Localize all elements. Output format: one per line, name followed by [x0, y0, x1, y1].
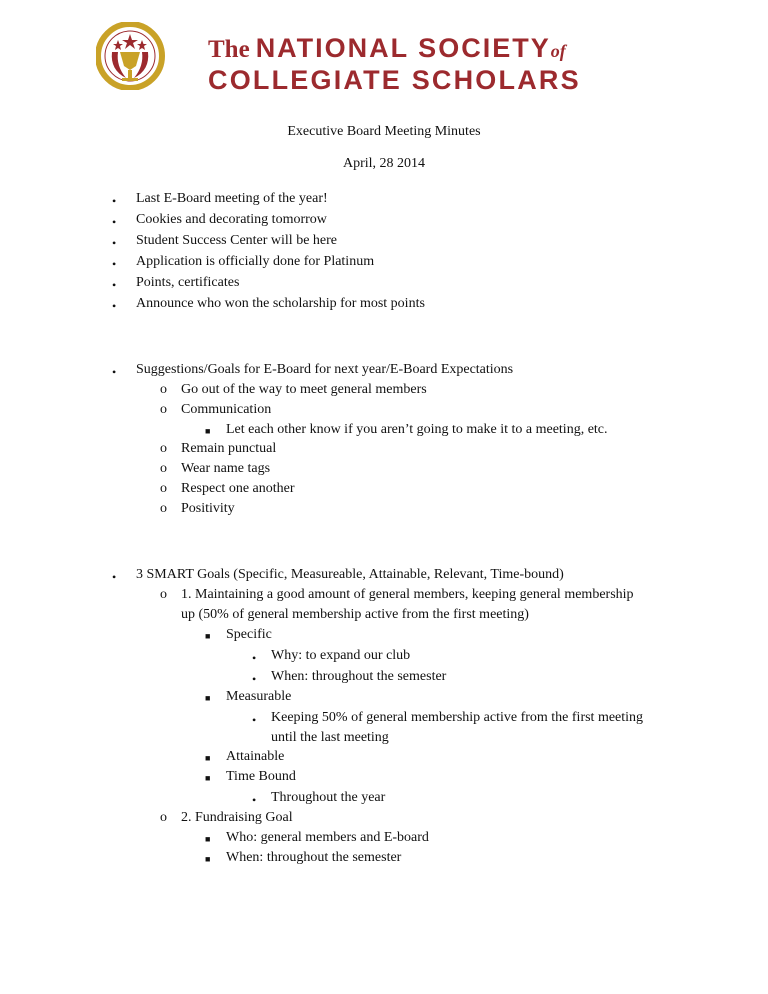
- list-item: Go out of the way to meet general members: [181, 382, 427, 397]
- list-item: Wear name tags: [181, 461, 271, 476]
- list-item: Announce who won the scholarship for most points: [136, 296, 425, 311]
- list-item: Application is officially done for Platinum: [136, 254, 375, 269]
- circle-bullet-icon: o: [160, 501, 167, 516]
- list-item: Communication: [181, 402, 272, 417]
- bullet-icon: •: [252, 651, 257, 665]
- square-bullet-icon: ■: [205, 693, 211, 703]
- bullet-icon: •: [252, 793, 257, 807]
- document-title: Executive Board Meeting Minutes: [287, 124, 481, 139]
- list-item: Who: general members and E-board: [226, 830, 429, 845]
- bullet-icon: •: [112, 215, 117, 229]
- list-item: Why: to expand our club: [271, 648, 411, 663]
- circle-bullet-icon: o: [160, 382, 167, 397]
- square-bullet-icon: ■: [205, 631, 211, 641]
- society-wordmark: [208, 34, 581, 95]
- list-item: Specific: [226, 627, 272, 642]
- list-item: Throughout the year: [271, 790, 386, 805]
- circle-bullet-icon: o: [160, 481, 167, 496]
- list-item: Time Bound: [226, 769, 296, 784]
- bullet-icon: •: [112, 365, 117, 379]
- list-item: 1. Maintaining a good amount of general members, keeping general membership: [181, 587, 634, 602]
- logo-national-society: NATIONAL SOCIETY: [255, 33, 551, 63]
- list-item: When: throughout the semester: [226, 850, 402, 865]
- list-item: Attainable: [226, 749, 285, 764]
- bullet-icon: •: [112, 257, 117, 271]
- list-item: Respect one another: [181, 481, 295, 496]
- logo-the: The: [208, 36, 250, 63]
- section-heading: Suggestions/Goals for E-Board for next year/E-Board Expectations: [136, 362, 514, 377]
- list-item: Points, certificates: [136, 275, 240, 290]
- circle-bullet-icon: o: [160, 402, 167, 417]
- document-date: April, 28 2014: [342, 156, 426, 171]
- bullet-icon: •: [112, 236, 117, 250]
- society-seal-logo: [96, 22, 200, 90]
- list-item: Last E-Board meeting of the year!: [136, 191, 328, 206]
- list-item: Keeping 50% of general membership active from the first meeting: [271, 710, 644, 725]
- list-item: Cookies and decorating tomorrow: [136, 212, 327, 227]
- bullet-icon: •: [112, 194, 117, 208]
- square-bullet-icon: ■: [205, 753, 211, 763]
- list-item: 2. Fundraising Goal: [181, 810, 293, 825]
- square-bullet-icon: ■: [205, 773, 211, 783]
- circle-bullet-icon: o: [160, 587, 167, 602]
- bullet-icon: •: [252, 672, 257, 686]
- bullet-icon: •: [112, 570, 117, 584]
- circle-bullet-icon: o: [160, 441, 167, 456]
- list-item-continued: until the last meeting: [271, 730, 389, 745]
- logo-collegiate-scholars: COLLEGIATE SCHOLARS: [208, 65, 581, 95]
- logo-of: of: [550, 41, 566, 61]
- list-item: Measurable: [226, 689, 292, 704]
- bullet-icon: •: [112, 278, 117, 292]
- bullet-icon: •: [252, 713, 257, 727]
- list-item: Student Success Center will be here: [136, 233, 338, 248]
- section-heading: 3 SMART Goals (Specific, Measureable, Attainable, Relevant, Time-bound): [136, 567, 564, 582]
- square-bullet-icon: ■: [205, 854, 211, 864]
- circle-bullet-icon: o: [160, 461, 167, 476]
- list-item: Remain punctual: [181, 441, 277, 456]
- list-item-continued: up (50% of general membership active from the first meeting): [181, 607, 529, 622]
- list-item: When: throughout the semester: [271, 669, 447, 684]
- circle-bullet-icon: o: [160, 810, 167, 825]
- list-item: Positivity: [181, 501, 235, 516]
- square-bullet-icon: ■: [205, 834, 211, 844]
- square-bullet-icon: ■: [205, 426, 211, 436]
- bullet-icon: •: [112, 299, 117, 313]
- list-item: Let each other know if you aren’t going to make it to a meeting, etc.: [226, 422, 608, 437]
